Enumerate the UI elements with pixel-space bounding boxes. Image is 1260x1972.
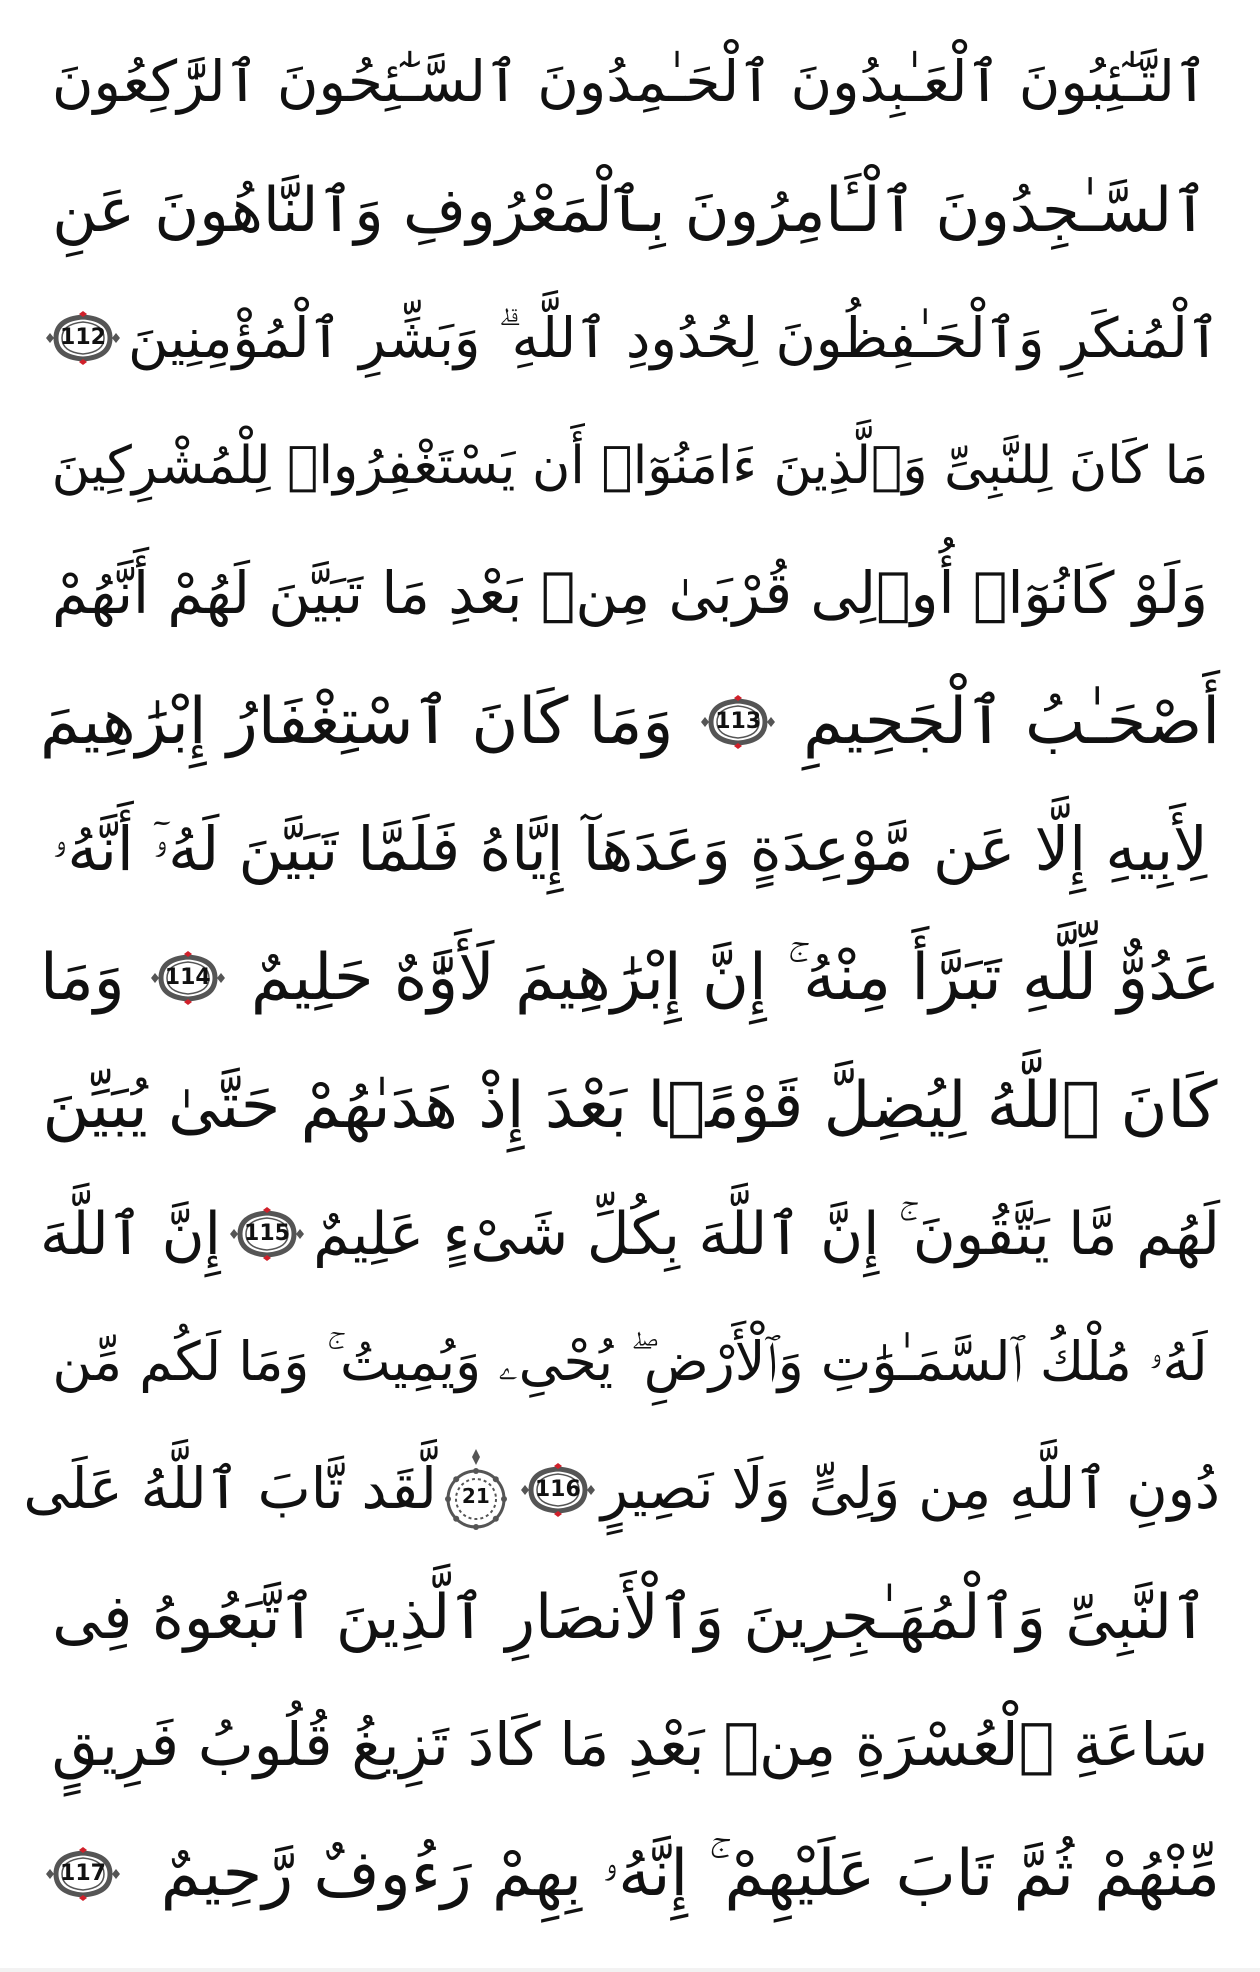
- verse-text: سَاعَةِ ٱلْعُسْرَةِ مِنۢ بَعْدِ مَا كَادَ تَزِيغُ قُلُوبُ فَرِيقٍ: [51, 1711, 1209, 1781]
- ayah-end-marker-icon: [521, 1463, 595, 1517]
- verse-text: إِنَّ ٱللَّهَ: [40, 1199, 221, 1268]
- ayah-number: 117: [60, 1861, 106, 1886]
- verse-text: دُونِ ٱللَّهِ مِن وَلِىٍّ وَلَا نَصِيرٍ: [600, 1456, 1220, 1522]
- verse-text: ٱلسَّـٰجِدُونَ ٱلْـَٔامِرُونَ بِٱلْمَعْرُوفِ وَٱلنَّاهُونَ عَنِ: [52, 174, 1208, 246]
- verse-text: لَهُۥ مُلْكُ ٱلسَّمَـٰوَٰتِ وَٱلْأَرْضِ ۖ يُحْىِۦ وَيُمِيتُ ۚ وَمَا لَكُم مِّن: [52, 1330, 1208, 1394]
- ayah-end-marker-icon: [46, 1847, 120, 1901]
- verse-line: [40, 1554, 1220, 1682]
- verse-text: مَا كَانَ لِلنَّبِىِّ وَٱلَّذِينَ ءَامَنُوٓا۟ أَن يَسْتَغْفِرُوا۟ لِلْمُشْرِكِينَ: [51, 435, 1209, 496]
- verse-line: [40, 1682, 1220, 1810]
- verse-line: [40, 530, 1220, 658]
- verse-line: [23, 1426, 1220, 1554]
- hizb-number: 21: [461, 1484, 490, 1508]
- verse-line: [40, 914, 1220, 1042]
- verse-text: لَّقَد تَّابَ ٱللَّهُ عَلَى: [23, 1456, 437, 1522]
- verse-text: لَهُم مَّا يَتَّقُونَ ۚ إِنَّ ٱللَّهَ بِكُلِّ شَىْءٍ عَلِيمٌ: [313, 1199, 1220, 1268]
- verse-line: [40, 658, 1220, 786]
- verse-text: أَصْحَـٰبُ ٱلْجَحِيمِ: [803, 685, 1220, 759]
- verse-line: [40, 18, 1220, 146]
- verse-text: مِّنْهُمْ ثُمَّ تَابَ عَلَيْهِمْ ۚ إِنَّهُۥ بِهِمْ رَءُوفٌ رَّحِيمٌ: [160, 1837, 1220, 1911]
- verse-text: عَدُوٌّ لِّلَّهِ تَبَرَّأَ مِنْهُ ۚ إِنَّ إِبْرَٰهِيمَ لَأَوَّٰهٌ حَلِيمٌ: [250, 941, 1220, 1015]
- ayah-end-marker-icon: [151, 951, 225, 1005]
- ayah-number: 114: [164, 965, 211, 990]
- hizb-rub-marker-icon: [443, 1447, 509, 1533]
- ayah-number: 115: [244, 1221, 290, 1246]
- ayah-number: 112: [60, 325, 106, 350]
- verse-text: ٱلتَّـٰٓئِبُونَ ٱلْعَـٰبِدُونَ ٱلْحَـٰمِدُونَ ٱلسَّـٰٓئِحُونَ ٱلرَّٰكِعُونَ: [51, 48, 1209, 115]
- verse-text: وَمَا كَانَ ٱسْتِغْفَارُ إِبْرَٰهِيمَ: [40, 685, 674, 759]
- verse-text: ٱلنَّبِىِّ وَٱلْمُهَـٰجِرِينَ وَٱلْأَنصَارِ ٱلَّذِينَ ٱتَّبَعُوهُ فِى: [52, 1582, 1208, 1654]
- ayah-end-marker-icon: [46, 311, 120, 365]
- ayah-end-marker-icon: [230, 1207, 304, 1261]
- verse-line: [40, 1810, 1220, 1938]
- verse-line: [40, 1170, 1220, 1298]
- verse-text: وَمَا: [40, 941, 125, 1015]
- verse-text: كَانَ ٱللَّهُ لِيُضِلَّ قَوْمًۢا بَعْدَ إِذْ هَدَىٰهُمْ حَتَّىٰ يُبَيِّنَ: [42, 1069, 1218, 1143]
- verse-text: وَلَوْ كَانُوٓا۟ أُو۟لِى قُرْبَىٰ مِنۢ بَعْدِ مَا تَبَيَّنَ لَهُمْ أَنَّهُمْ: [52, 559, 1209, 628]
- ayah-end-marker-icon: [701, 695, 775, 749]
- ayah-number: 113: [715, 709, 762, 734]
- verse-lines: [23, 18, 1220, 1938]
- verse-line: [40, 1298, 1220, 1426]
- verse-line: [40, 146, 1220, 274]
- ayah-number: 116: [534, 1477, 581, 1502]
- verse-line: [40, 274, 1220, 402]
- verse-line: [40, 1042, 1220, 1170]
- verse-text: لِأَبِيهِ إِلَّا عَن مَّوْعِدَةٍ وَعَدَهَآ إِيَّاهُ فَلَمَّا تَبَيَّنَ لَهُۥٓ أَنَّهُۥ: [52, 814, 1208, 885]
- verse-text: ٱلْمُنكَرِ وَٱلْحَـٰفِظُونَ لِحُدُودِ ٱللَّهِ ۗ وَبَشِّرِ ٱلْمُؤْمِنِينَ: [127, 305, 1220, 370]
- page-bottom-edge: [0, 1968, 1260, 1972]
- verse-line: [40, 402, 1220, 530]
- verse-line: [40, 786, 1220, 914]
